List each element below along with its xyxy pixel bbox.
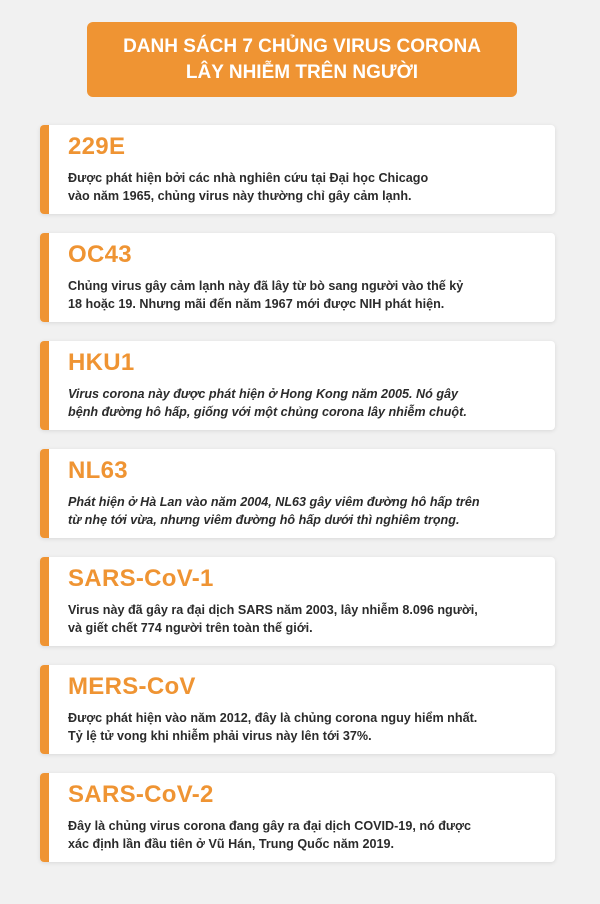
accent-bar [40, 773, 49, 862]
strain-name: 229E [68, 133, 126, 160]
description-line: Đây là chủng virus corona đang gây ra đại dịch COVID-19, nó được [68, 819, 471, 833]
strain-card-oc43 [40, 233, 555, 322]
description-line: từ nhẹ tới vừa, nhưng viêm đường hô hấp dưới thì nghiêm trọng. [68, 513, 460, 527]
accent-bar [40, 665, 49, 754]
description-line: và giết chết 774 người trên toàn thế giới. [68, 621, 313, 635]
description-line: Chủng virus gây cảm lạnh này đã lây từ bò sang người vào thế kỷ [68, 279, 464, 293]
strain-description [68, 817, 541, 853]
strain-card-sars-cov-2 [40, 773, 555, 862]
description-line: Được phát hiện bởi các nhà nghiên cứu tại Đại học Chicago [68, 171, 429, 185]
description-line: xác định lần đầu tiên ở Vũ Hán, Trung Quốc năm 2019. [68, 837, 394, 851]
strain-card-sars-cov-1 [40, 557, 555, 646]
strain-description [68, 169, 541, 205]
description-line: bệnh đường hô hấp, giống với một chủng corona lây nhiễm chuột. [68, 405, 467, 419]
strain-description [68, 601, 541, 637]
strain-description [68, 385, 541, 421]
accent-bar [40, 233, 49, 322]
strain-description [68, 709, 541, 745]
accent-bar [40, 557, 49, 646]
description-line: Phát hiện ở Hà Lan vào năm 2004, NL63 gây viêm đường hô hấp trên [68, 495, 480, 509]
description-line: vào năm 1965, chủng virus này thường chỉ gây cảm lạnh. [68, 189, 412, 203]
strain-description [68, 277, 541, 313]
title-line-2: LÂY NHIỄM TRÊN NGƯỜI [185, 61, 419, 83]
description-line: Virus corona này được phát hiện ở Hong Kong năm 2005. Nó gây [68, 387, 459, 401]
title-banner [87, 22, 517, 97]
strain-card-hku1 [40, 341, 555, 430]
strain-name: OC43 [68, 241, 132, 268]
strain-card-229e [40, 125, 555, 214]
description-line: Tỷ lệ tử vong khi nhiễm phải virus này lên tới 37%. [68, 729, 372, 743]
description-line: 18 hoặc 19. Nhưng mãi đến năm 1967 mới được NIH phát hiện. [68, 297, 445, 311]
description-line: Virus này đã gây ra đại dịch SARS năm 2003, lây nhiễm 8.096 người, [68, 603, 478, 617]
strain-name: MERS-CoV [68, 673, 196, 700]
accent-bar [40, 341, 49, 430]
accent-bar [40, 125, 49, 214]
strain-card-nl63 [40, 449, 555, 538]
strain-name: SARS-CoV-1 [68, 565, 214, 592]
strain-description [68, 493, 541, 529]
accent-bar [40, 449, 49, 538]
title-line-1: DANH SÁCH 7 CHỦNG VIRUS CORONA [123, 35, 481, 57]
strain-name: SARS-CoV-2 [68, 781, 214, 808]
strain-card-mers-cov [40, 665, 555, 754]
strain-name: NL63 [68, 457, 128, 484]
description-line: Được phát hiện vào năm 2012, đây là chủng corona nguy hiểm nhất. [68, 711, 478, 725]
strain-name: HKU1 [68, 349, 135, 376]
